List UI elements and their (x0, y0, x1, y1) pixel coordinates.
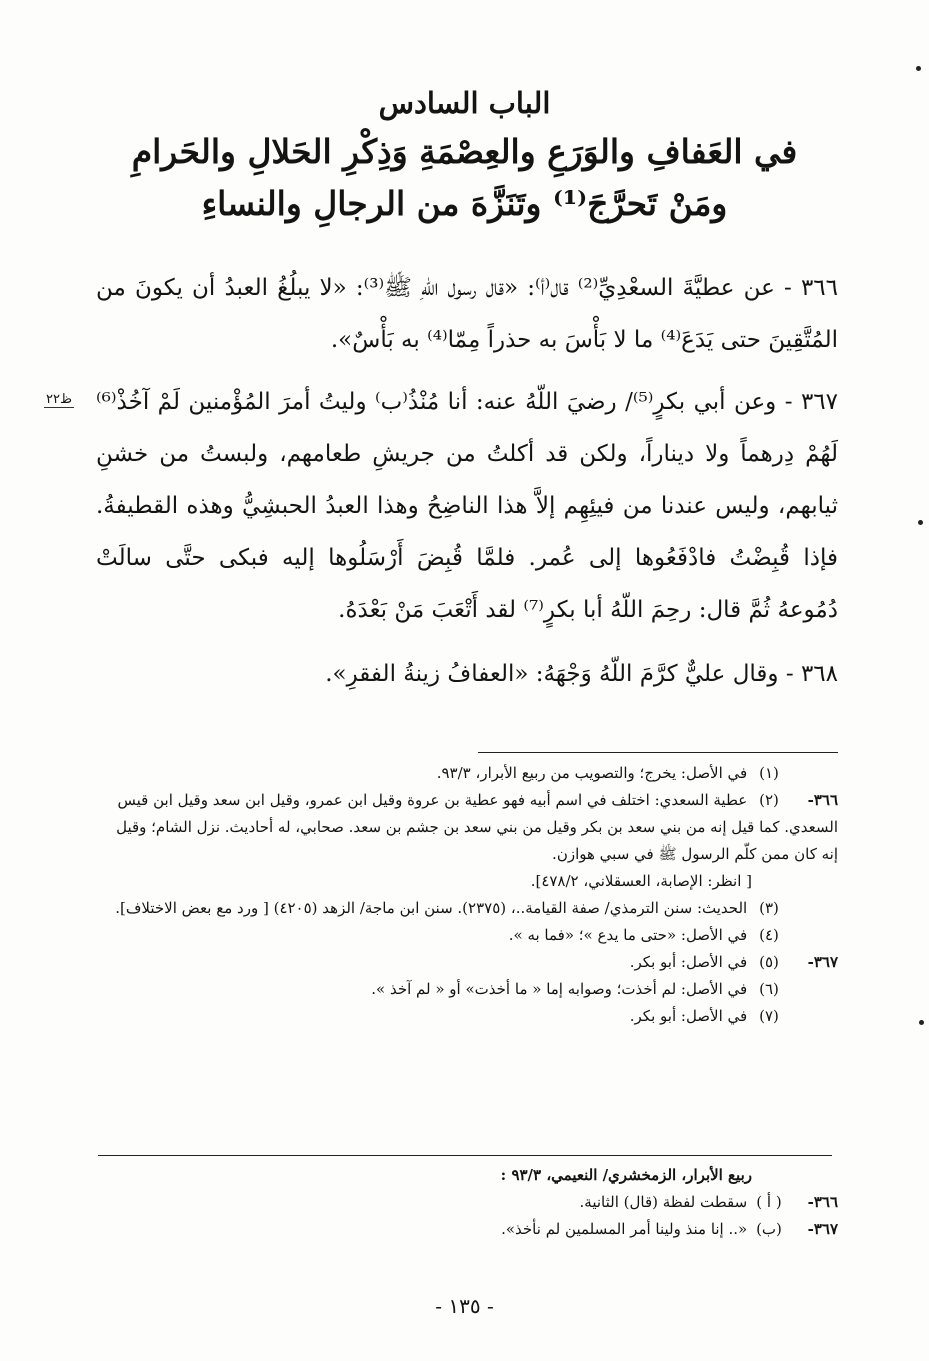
variant-text: سقطت لفظة (قال) الثانية. (579, 1193, 748, 1211)
entry-text: وعن أبي بكرٍ⁽⁵⁾/ رضيَ اللّهُ عنه: أنا مُنْذُ⁽ب⁾ وليتُ أمرَ المُؤْمنين لَمْ آخُذْ⁽⁶⁾ لَهُمْ دِرهماً ولا ديناراً، ولكن قد أكلتُ من جريشِ طعامهم، ولبستُ من خشنِ ثيابهم، وليس عندنا من فيئِهِم إلاَّ هذا الناضِحُ وهذا العبدُ الحبشِيُّ وهذه القطيفةُ. فإذا قُبِضْتُ فادْفَعُوها إلى عُمر. فلمَّا قُبِضَ أَرْسَلُوها إليه فبكى حتَّى سالَتْ دُمُوعهُ ثُمَّ قال: رحِمَ اللّهُ أبا بكرٍ⁽⁷⁾ لقد أَتْعَبَ مَنْ بَعْدَهُ. (96, 389, 838, 623)
footnote-mark: (٤) (759, 926, 779, 944)
chapter-title: الباب السادس (378, 86, 551, 120)
manuscript-folio-mark: ظ٢٢ (46, 392, 72, 407)
entry-text: عن عطيَّةَ السعْدِيِّ⁽²⁾ قال⁽أ⁾: «قال رسول اللّهِ ﷺ⁽³⁾: «لا يبلُغُ العبدُ أن يكونَ من المُتَّقِينَ حتى يَدَعَ⁽⁴⁾ ما لا بَأْسَ به حذراً مِمّا⁽⁴⁾ به بَأْسٌ». (96, 275, 838, 353)
footnote-entry-ref: ٣٦٧- (807, 953, 838, 971)
scan-speck (916, 66, 921, 71)
footnote-entry-ref: ٣٦٦- (807, 791, 838, 809)
variant-mark: ( أ ) (756, 1193, 782, 1211)
footnote-continuation (98, 868, 838, 895)
footnote-text: عطية السعدي: اختلف في اسم أبيه فهو عطية بن عروة وقيل ابن عمرو، وقيل ابن سعد وقيل ابن قيس السعدي. كما قيل إنه من بني سعد بن بكر وقيل من بني سعد بن جشم بن سعد. صحابي، له أحاديث. نزل الشام؛ وقيل إنه كان ممن كلّم الرسول ﷺ في سبي هوازن. (116, 791, 838, 863)
footnote-text: الحديث: سنن الترمذي/ صفة القيامة..، (٢٣٧٥). سنن ابن ماجة/ الزهد (٤٢٠٥) [ ورد مع بعض الاختلاف]. (115, 899, 748, 917)
entry-367 (96, 376, 838, 636)
scan-speck (918, 520, 923, 525)
scan-speck (919, 1020, 924, 1025)
variant-readings (98, 1162, 838, 1243)
footnote-mark: (٥) (759, 953, 779, 971)
entry-368 (96, 648, 838, 700)
footnote (98, 787, 838, 868)
entry-number: ٣٦٦ - (784, 275, 838, 301)
footnote-text: في الأصل: «حتى ما يدع »؛ «فما به ». (508, 926, 748, 944)
footnote-text: في الأصل: أبو بكر. (629, 1007, 748, 1025)
chapter-subtitle-line1: في العَفافِ والوَرَعِ والعِصْمَةِ وَذِكْرِ الحَلالِ والحَرامِ (131, 132, 798, 171)
variant-entry-ref: ٣٦٧- (807, 1220, 838, 1238)
variant-mark: (ب) (756, 1220, 782, 1238)
footnotes (98, 760, 838, 1030)
variants-source-title: ربيع الأبرار، الزمخشري/ النعيمي، ٩٣/٣ : (500, 1166, 752, 1184)
chapter-subtitle-line2: ومَنْ تَحرَّجَ⁽¹⁾ وتَنَزَّهَ من الرجالِ والنساءِ (201, 184, 728, 223)
footnote (98, 1003, 838, 1030)
variant-entry-ref: ٣٦٦- (807, 1193, 838, 1211)
footnote-mark: (٦) (759, 980, 779, 998)
entry-number: ٣٦٧ - (784, 389, 838, 415)
entry-366 (96, 262, 838, 366)
variant-text: «.. إنا منذ ولينا أمر المسلمين لم نأخذ». (501, 1220, 748, 1238)
page-number: - ١٣٥ - (435, 1294, 494, 1318)
footnote-divider (478, 752, 838, 753)
footnote (98, 976, 838, 1003)
entry-number: ٣٦٨ - (785, 661, 838, 687)
footnote-mark: (١) (759, 764, 779, 782)
footnote (98, 922, 838, 949)
footnote-text: في الأصل: لم أخذت؛ وصوابه إما « ما أخذت» أو « لم آخذ ». (371, 980, 748, 998)
footnote-text: [ انظر: الإصابة، العسقلاني، ٤٧٨/٢]. (530, 872, 752, 890)
variants-divider (98, 1155, 832, 1156)
variant-note (98, 1189, 838, 1216)
entry-text: وقال عليٌّ كرَّمَ اللّهُ وَجْهَهُ: «العفافُ زينةُ الفقرِ». (325, 661, 779, 687)
footnote (98, 760, 838, 787)
footnote-mark: (٢) (759, 791, 779, 809)
footnote-mark: (٣) (759, 899, 779, 917)
footnote-text: في الأصل: أبو بكر. (629, 953, 748, 971)
footnote-mark: (٧) (759, 1007, 779, 1025)
footnote-text: في الأصل: يخرج؛ والتصويب من ربيع الأبرار، ٩٣/٣. (436, 764, 748, 782)
variant-note (98, 1216, 838, 1243)
footnote (98, 895, 838, 922)
footnote (98, 949, 838, 976)
